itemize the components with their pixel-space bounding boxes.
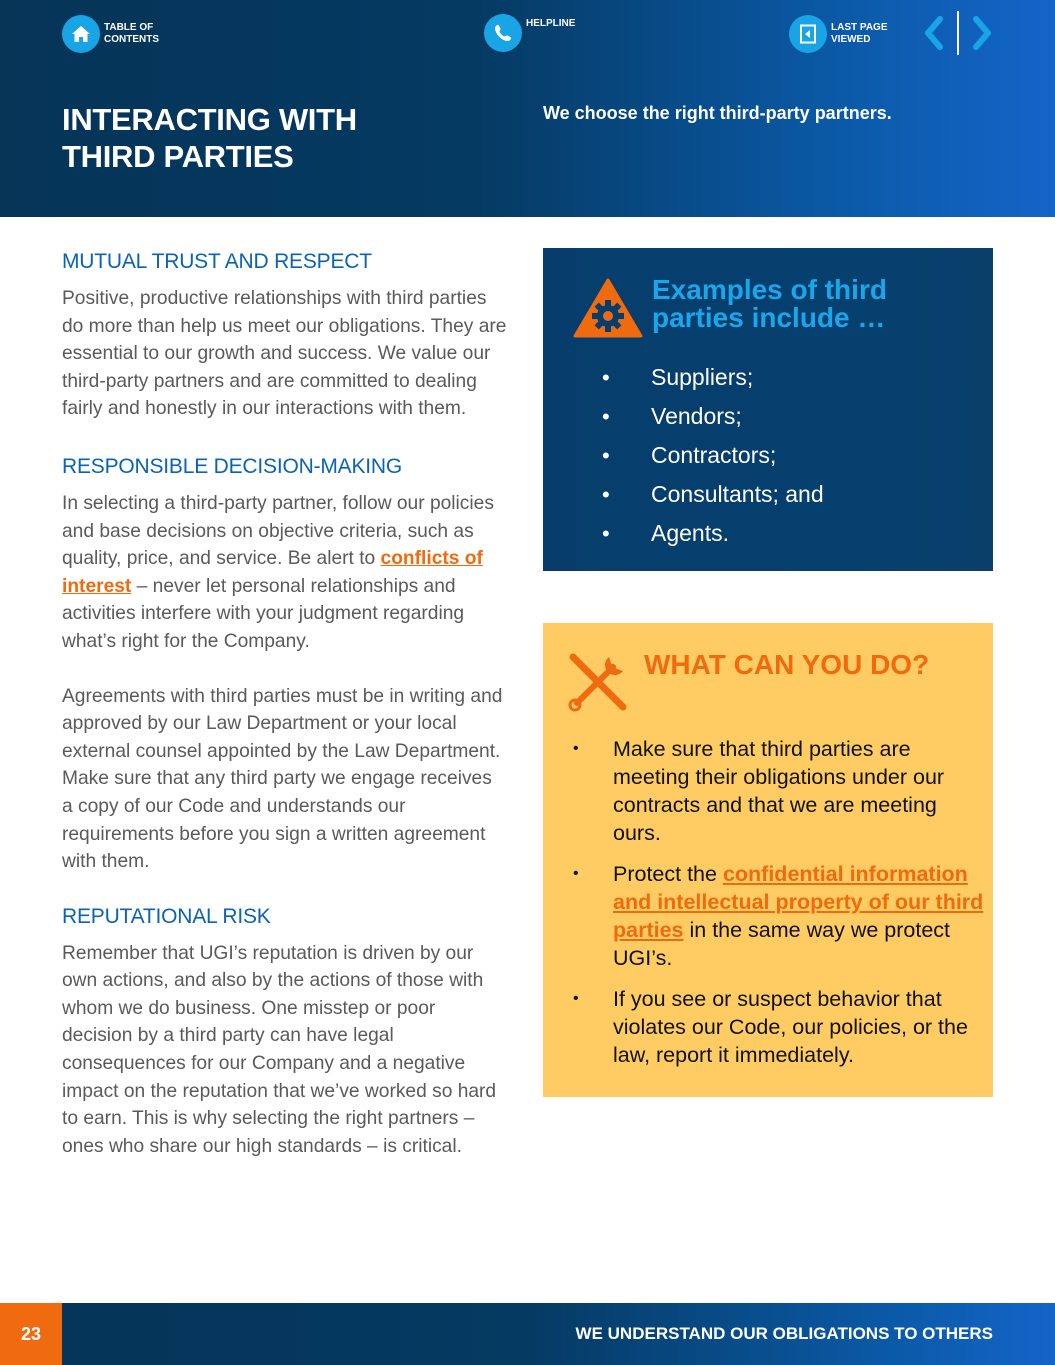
page-number: 23 [0,1303,62,1365]
last-page-viewed-link[interactable] [789,15,911,53]
protect-text-after: in the same way we protect UGI’s. [613,918,950,970]
list-item: • Agents. [599,514,824,553]
conflicts-of-interest-link[interactable]: conflicts of interest [62,548,483,597]
decision-text-after: – never let personal relationships and activities interfere with your judgment regarding what’s right for the Company. [62,575,465,652]
footer-section-title: WE UNDERSTAND OUR OBLIGATIONS TO OTHERS [575,1324,993,1343]
table-of-contents-link[interactable] [62,15,184,53]
last-page-label: LAST PAGE VIEWED [831,22,888,45]
list-item: • Suppliers; [599,358,824,397]
list-item: • Make sure that third parties are meeting their obligations under our contracts and that we are meeting ours. [573,735,988,847]
page-title: INTERACTING WITH THIRD PARTIES [62,102,357,174]
helpline-label: HELPLINE [526,18,576,29]
heading-reputational-risk: REPUTATIONAL RISK [62,904,271,928]
what-can-you-do-box [543,623,993,1097]
helpline-link[interactable] [484,14,606,52]
examples-list [599,358,824,553]
list-item: • Consultants; and [599,475,824,514]
heading-responsible-decision: RESPONSIBLE DECISION-MAKING [62,454,403,478]
nav-divider [957,11,959,55]
what-can-you-do-list [573,735,988,1082]
list-item: • Vendors; [599,397,824,436]
page-tagline: We choose the right third-party partners. [543,103,892,123]
protect-text-before: Protect the [613,862,723,886]
page-footer [0,1303,1055,1365]
paragraph-agreements: Agreements with third parties must be in writing and approved by our Law Department or your local external counsel appointed by the Law Department. Make sure that any third party we engage receives a copy of our Code and understands our requirements before you sign a written agreement with them. [62,685,503,873]
main-content-column [62,248,507,1160]
home-icon [62,15,100,53]
list-item: • Contractors; [599,436,824,475]
paragraph-responsible-decision [62,490,507,656]
paragraph-mutual-trust: Positive, productive relationships with third parties do more than help us meet our obligations. They are essential to our growth and success. We value our third-party partners and are committed to dealing fairly and honestly in our interactions with them. [62,288,507,420]
examples-title: Examples of third parties include … [652,274,887,333]
what-can-you-do-title: WHAT CAN YOU DO? [644,649,930,680]
decision-text-before: In selecting a third-party partner, follow our policies and base decisions on objective criteria, such as quality, price, and service. Be alert to [62,492,494,570]
phone-icon [484,14,522,52]
toc-label: TABLE OF CONTENTS [104,22,159,45]
page-header [0,0,1055,217]
examples-callout-box [543,248,993,571]
tools-icon [565,649,631,715]
next-page-arrow-icon[interactable] [968,15,996,51]
back-door-icon [789,15,827,53]
heading-mutual-trust: MUTUAL TRUST AND RESPECT [62,250,372,273]
paragraph-reputational-risk: Remember that UGI’s reputation is driven by our own actions, and also by the actions of those with whom we do business. One misstep or poor decision by a third party can have legal consequences for our Company and a negative impact on the reputation that we’ve worked so hard to earn. This is why selecting the right partners – ones who share our high standards – is critical. [62,942,497,1157]
confidential-information-link[interactable]: confidential information and intellectual property of our third parties [613,862,984,942]
warning-gear-icon [573,278,643,338]
list-item [573,860,988,972]
previous-page-arrow-icon[interactable] [920,15,948,51]
list-item: • If you see or suspect behavior that violates our Code, our policies, or the law, report it immediately. [573,985,988,1069]
